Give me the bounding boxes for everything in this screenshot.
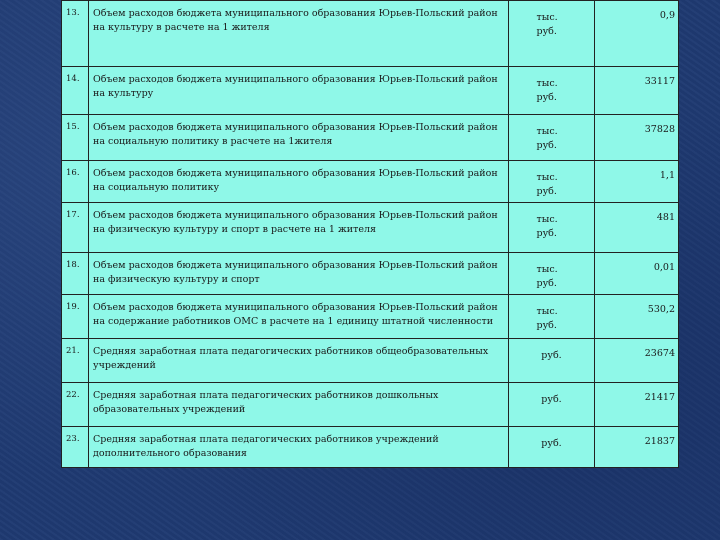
value-cell: 1,1 [595, 161, 679, 203]
table-row [62, 383, 679, 427]
indicators-table-body [62, 1, 679, 468]
indicators-table [61, 0, 679, 468]
row-number: 21. [62, 339, 89, 383]
unit-label: тыс. руб. [536, 214, 558, 239]
unit-label: тыс. руб. [536, 306, 558, 331]
row-number: 14. [62, 67, 89, 115]
value-cell: 21417 [595, 383, 679, 427]
unit-label: тыс. руб. [536, 264, 558, 289]
indicator-name: Объем расходов бюджета муниципального образования Юрьев-Польский район на социальную политику в расчете на 1жителя [89, 115, 509, 161]
table-row [62, 67, 679, 115]
unit-cell [509, 161, 595, 203]
indicator-name: Объем расходов бюджета муниципального образования Юрьев-Польский район на культуру в расчете на 1 жителя [89, 1, 509, 67]
indicator-name: Объем расходов бюджета муниципального образования Юрьев-Польский район на физическую культуру и спорт в расчете на 1 жителя [89, 203, 509, 253]
table-row [62, 161, 679, 203]
table-row [62, 115, 679, 161]
value-cell: 37828 [595, 115, 679, 161]
unit-cell [509, 203, 595, 253]
table-row [62, 1, 679, 67]
value-cell: 21837 [595, 427, 679, 468]
unit-label: тыс. руб. [536, 78, 558, 103]
unit-cell [509, 1, 595, 67]
unit-label: руб. [541, 438, 562, 449]
row-number: 18. [62, 253, 89, 295]
value-cell: 530,2 [595, 295, 679, 339]
row-number: 19. [62, 295, 89, 339]
indicator-name: Объем расходов бюджета муниципального образования Юрьев-Польский район на физическую культуру и спорт [89, 253, 509, 295]
row-number: 22. [62, 383, 89, 427]
value-cell: 481 [595, 203, 679, 253]
unit-label: тыс. руб. [536, 12, 558, 37]
unit-label: руб. [541, 350, 562, 361]
table-row [62, 203, 679, 253]
indicator-name: Объем расходов бюджета муниципального образования Юрьев-Польский район на содержание работников ОМС в расчете на 1 единицу штатной численности [89, 295, 509, 339]
row-number: 16. [62, 161, 89, 203]
table-row [62, 339, 679, 383]
unit-cell [509, 383, 595, 427]
unit-label: тыс. руб. [536, 126, 558, 151]
indicator-name: Средняя заработная плата педагогических работников дошкольных образовательных учреждений [89, 383, 509, 427]
indicator-name: Средняя заработная плата педагогических работников общеобразовательных учреждений [89, 339, 509, 383]
unit-cell [509, 115, 595, 161]
row-number: 17. [62, 203, 89, 253]
row-number: 15. [62, 115, 89, 161]
value-cell: 0,9 [595, 1, 679, 67]
table-row [62, 427, 679, 468]
unit-label: тыс. руб. [536, 172, 558, 197]
unit-cell [509, 427, 595, 468]
unit-label: руб. [541, 394, 562, 405]
unit-cell [509, 253, 595, 295]
unit-cell [509, 67, 595, 115]
value-cell: 23674 [595, 339, 679, 383]
unit-cell [509, 295, 595, 339]
indicator-name: Объем расходов бюджета муниципального образования Юрьев-Польский район на культуру [89, 67, 509, 115]
row-number: 23. [62, 427, 89, 468]
unit-cell [509, 339, 595, 383]
value-cell: 0,01 [595, 253, 679, 295]
table-row [62, 295, 679, 339]
indicator-name: Объем расходов бюджета муниципального образования Юрьев-Польский район на социальную политику [89, 161, 509, 203]
table-row [62, 253, 679, 295]
value-cell: 33117 [595, 67, 679, 115]
indicator-name: Средняя заработная плата педагогических работников учреждений дополнительного образования [89, 427, 509, 468]
row-number: 13. [62, 1, 89, 67]
